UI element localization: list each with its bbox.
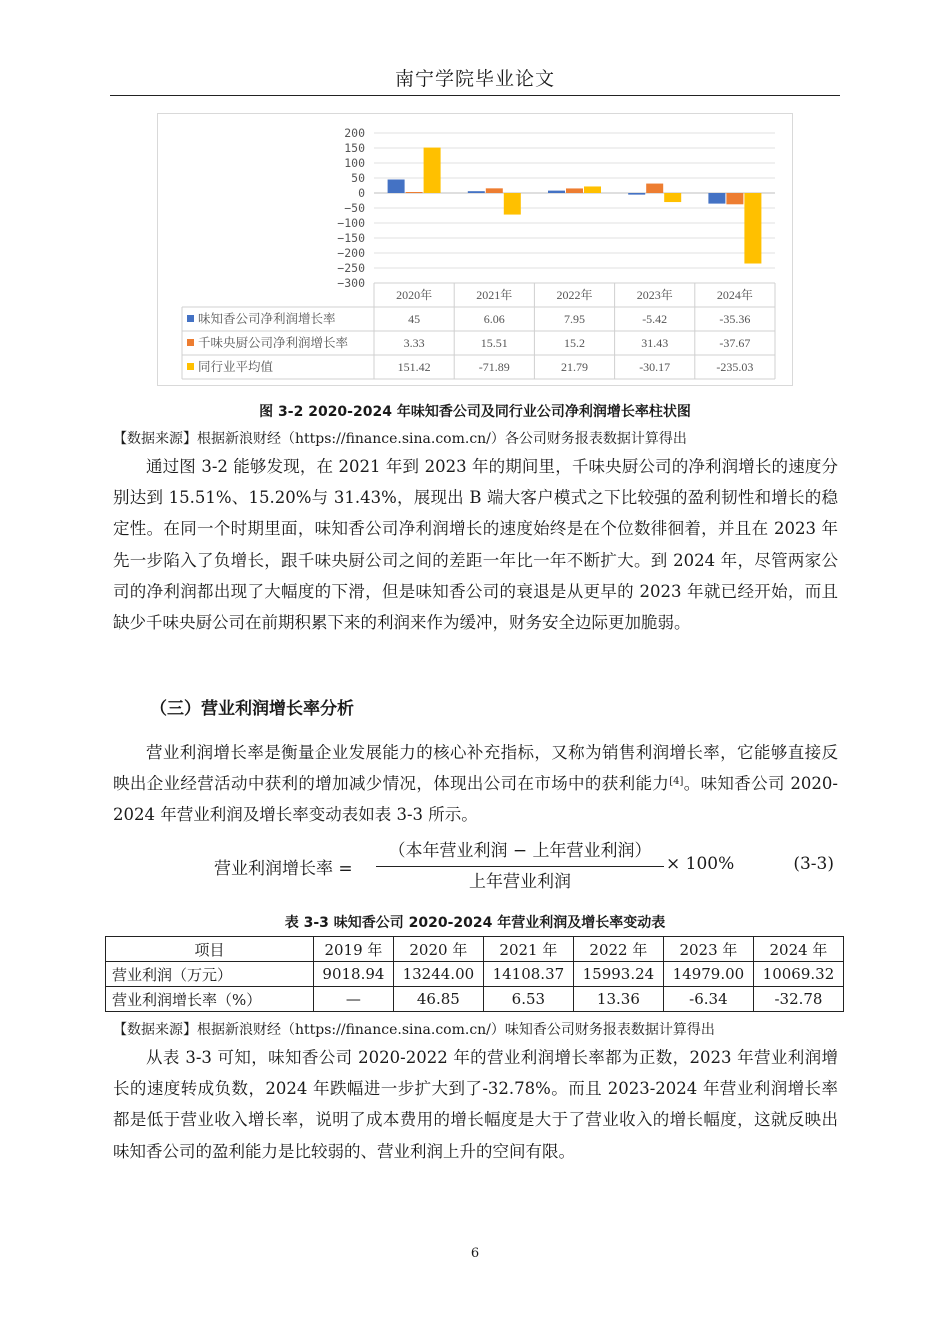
x-category-label: 2023年 [636, 288, 673, 302]
chart-svg [158, 114, 792, 385]
bar [566, 188, 583, 193]
x-category-label: 2020年 [396, 288, 433, 302]
legend-label: 同行业平均值 [198, 359, 274, 374]
formula-left: 营业利润增长率 = [214, 859, 353, 879]
bar [424, 148, 441, 193]
bar [664, 193, 681, 202]
header-rule [110, 95, 840, 96]
para2-tail: 。味知香公司 2020-2024 年营业利润及增长率变动表如表 3-3 所示。 [113, 774, 839, 825]
bar [646, 184, 663, 193]
table-cell: 9018.94 [314, 962, 394, 987]
paragraph-figure-analysis: 通过图 3-2 能够发现，在 2021 年到 2023 年的期间里，千味央厨公司的净利润增长的速度分别达到 15.51%、15.20%与 31.43%，展现出 B 端大客户模式之下比较强的盈利韧性和增长的稳定性。在同一个时期里面，味知香公司净利润增长的速度始终是在个位数徘徊着，并且在 2023 年先一步陷入了负增长，跟千味央厨公司之间的差距一年比一年不断扩大。到 2024 年，尽管两家公司的净利润都出现了大幅度的下滑，但是味知香公司的衰退是从更早的 2023 年就已经开始，而且缺少千味央厨公司在前期积累下来的利润来作为缓冲，财务安全边际更加脆弱。 [113, 457, 838, 633]
data-value-label: -5.42 [642, 312, 668, 326]
table-source: 【数据来源】根据新浪财经（https://finance.sina.com.cn/）味知香公司财务报表数据计算得出 [113, 1022, 715, 1038]
table-cell: -32.78 [753, 987, 843, 1012]
table-cell: 14979.00 [663, 962, 753, 987]
bar [406, 192, 423, 193]
bar [486, 188, 503, 193]
figure-caption: 图 3-2 2020-2024 年味知香公司及同行业公司净利润增长率柱状图 [259, 404, 691, 420]
table-cell: 13244.00 [393, 962, 483, 987]
x-category-label: 2024年 [716, 288, 753, 302]
data-value-label: 45 [408, 312, 421, 326]
data-value-label: -37.67 [719, 336, 751, 350]
table-cell: 14108.37 [483, 962, 573, 987]
y-tick-label: −300 [337, 276, 365, 290]
y-tick-label: −50 [344, 201, 365, 215]
formula-3-3 [214, 838, 834, 896]
para2-text: 营业利润增长率是衡量企业发展能力的核心补充指标，又称为销售利润增长率，它能够直接反映出企业经营活动中获利的增加减少情况，体现出公司在市场中的获利能力 [113, 743, 838, 794]
table-header-cell: 2020 年 [393, 937, 483, 962]
y-tick-label: 200 [344, 126, 365, 140]
data-value-label: -30.17 [639, 360, 671, 374]
data-value-label: 21.79 [561, 360, 588, 374]
table-header-cell: 2024 年 [753, 937, 843, 962]
y-tick-label: 100 [344, 156, 365, 170]
table-cell: 46.85 [393, 987, 483, 1012]
bar [548, 191, 565, 193]
table-row [106, 987, 844, 1012]
table-cell: 营业利润（万元） [106, 962, 314, 987]
legend-label: 味知香公司净利润增长率 [198, 311, 336, 326]
formula-number: (3-3) [793, 854, 834, 874]
net-profit-growth-chart [157, 113, 793, 386]
table-cell: 6.53 [483, 987, 573, 1012]
x-category-label: 2021年 [476, 288, 513, 302]
table-cell: 营业利润增长率（%） [106, 987, 314, 1012]
bar [388, 180, 405, 194]
data-value-label: 6.06 [483, 312, 505, 326]
data-value-label: 151.42 [397, 360, 431, 374]
legend-swatch [187, 315, 194, 322]
data-value-label: 3.33 [403, 336, 425, 350]
data-value-label: 15.2 [564, 336, 585, 350]
formula-fraction [376, 838, 664, 895]
bar [726, 193, 743, 204]
table-caption: 表 3-3 味知香公司 2020-2024 年营业利润及增长率变动表 [284, 915, 666, 931]
table-cell: -6.34 [663, 987, 753, 1012]
legend-swatch [187, 339, 194, 346]
legend-swatch [187, 363, 194, 370]
bar [584, 186, 601, 193]
y-tick-label: 50 [351, 171, 365, 185]
formula-denominator: 上年营业利润 [469, 872, 571, 892]
bar [468, 191, 485, 193]
table-header-cell: 2022 年 [573, 937, 663, 962]
data-value-label: -35.36 [719, 312, 751, 326]
x-category-label: 2022年 [556, 288, 593, 302]
table-header-cell: 2019 年 [314, 937, 394, 962]
table-cell: 13.36 [573, 987, 663, 1012]
y-tick-label: 150 [344, 141, 365, 155]
table-header-row [106, 937, 844, 962]
bar [708, 193, 725, 204]
table-header-cell: 2021 年 [483, 937, 573, 962]
data-value-label: 15.51 [480, 336, 508, 350]
table-cell: — [314, 987, 394, 1012]
page-header-title: 南宁学院毕业论文 [394, 68, 555, 90]
table-header-cell: 2023 年 [663, 937, 753, 962]
section-title: （三）营业利润增长率分析 [150, 699, 354, 719]
table-header-cell: 项目 [106, 937, 314, 962]
formula-numerator: （本年营业利润 − 上年营业利润） [388, 841, 652, 861]
fraction-bar [376, 866, 664, 867]
y-tick-label: −100 [337, 216, 365, 230]
data-value-label: 7.95 [564, 312, 585, 326]
data-value-label: -235.03 [716, 360, 754, 374]
citation-ref: [4] [669, 776, 684, 788]
page-number: 6 [470, 1246, 480, 1261]
paragraph-operating-profit-intro [113, 737, 838, 831]
y-tick-label: −150 [337, 231, 365, 245]
bar [744, 193, 761, 264]
y-tick-label: −200 [337, 246, 365, 260]
figure-source: 【数据来源】根据新浪财经（https://finance.sina.com.cn/）各公司财务报表数据计算得出 [113, 431, 687, 447]
bar [504, 193, 521, 215]
data-value-label: -71.89 [478, 360, 510, 374]
operating-profit-table [105, 936, 844, 1012]
table-cell: 10069.32 [753, 962, 843, 987]
y-tick-label: −250 [337, 261, 365, 275]
legend-label: 千味央厨公司净利润增长率 [198, 335, 349, 350]
paragraph-table-analysis: 从表 3-3 可知，味知香公司 2020-2022 年的营业利润增长率都为正数，2023 年营业利润增长的速度转成负数，2024 年跌幅进一步扩大到了-32.78%。而且 2023-2024 年营业利润增长率都是低于营业收入增长率，说明了成本费用的增长幅度是大于了营业收入的增长幅度，这就反映出味知香公司的盈利能力是比较弱的、营业利润上升的空间有限。 [113, 1048, 838, 1161]
data-value-label: 31.43 [641, 336, 669, 350]
formula-right: × 100% [666, 854, 735, 874]
bar [628, 193, 645, 195]
table-row [106, 962, 844, 987]
y-tick-label: 0 [358, 186, 365, 200]
table-cell: 15993.24 [573, 962, 663, 987]
